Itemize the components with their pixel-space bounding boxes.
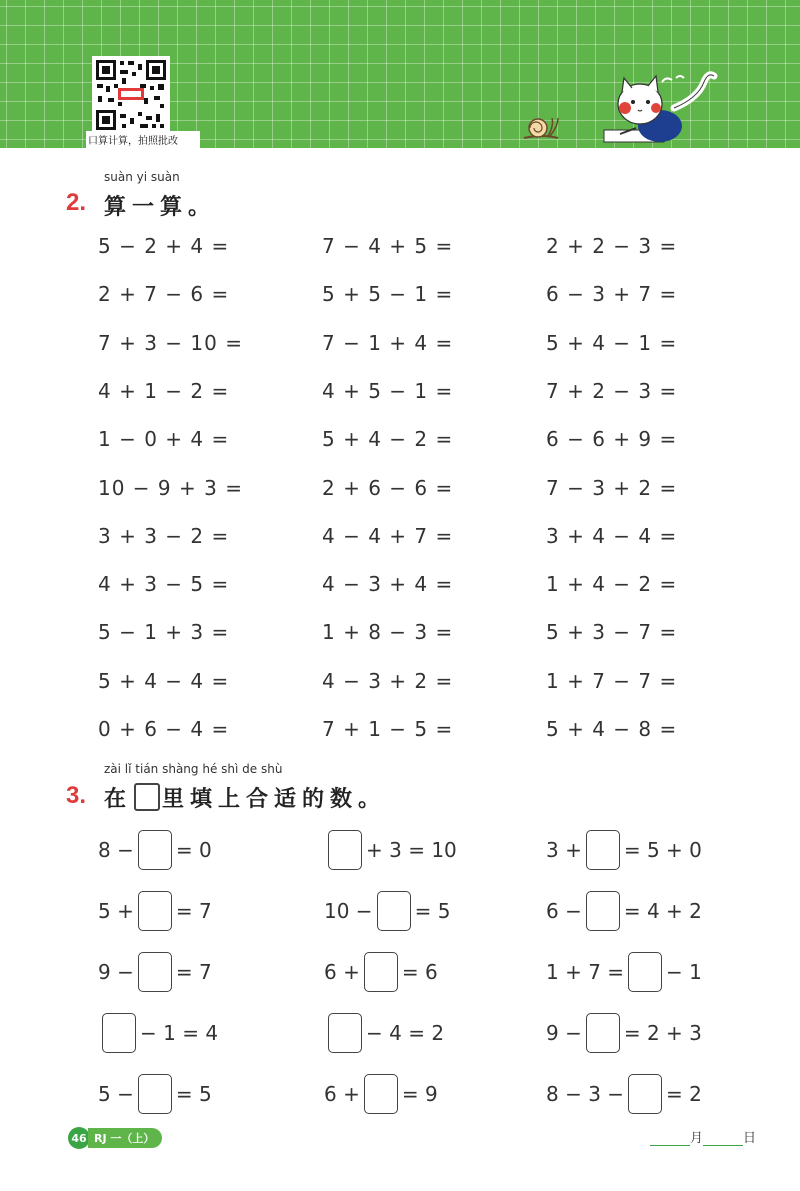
answer-box[interactable] [328, 830, 362, 870]
fill-prefix: 5 − [98, 1082, 134, 1106]
fill-prefix: 8 − 3 − [546, 1082, 625, 1106]
fill-prefix: 1 + 7 = [546, 960, 625, 984]
expression-r1-c1: 5 − 2 + 4 = [98, 234, 230, 258]
expression-r10-c3: 1 + 7 − 7 = [546, 668, 678, 693]
fill-item-r1-c3 [546, 830, 702, 870]
fill-item-r1-c2 [324, 830, 457, 870]
snail-icon [522, 112, 562, 140]
expression-r10-c1: 5 + 4 − 4 = [98, 668, 230, 693]
expression-r11-c3: 5 + 4 − 8 = [546, 717, 678, 741]
expression-r7-c3: 3 + 4 − 4 = [546, 523, 678, 548]
fill-suffix: − 1 [666, 960, 702, 984]
fill-suffix: = 5 [175, 1082, 212, 1106]
expression-r4-c1: 4 + 1 − 2 = [98, 378, 230, 403]
fill-item-r2-c2 [324, 891, 450, 931]
fill-prefix: 5 + [98, 899, 134, 923]
fill-suffix: = 7 [175, 899, 212, 923]
fill-prefix: 6 + [324, 1082, 360, 1106]
fill-suffix: − 1 = 4 [140, 1021, 219, 1045]
section2-number: 2. [66, 189, 87, 216]
fill-prefix: 6 + [324, 960, 360, 984]
expression-r6-c2: 2 + 6 − 6 = [322, 475, 454, 500]
expression-r11-c2: 7 + 1 − 5 = [322, 717, 454, 741]
fill-prefix: 8 − [98, 838, 134, 862]
expression-r7-c2: 4 − 4 + 7 = [322, 523, 454, 548]
fill-item-r2-c1 [98, 891, 212, 931]
section3-title [104, 782, 386, 813]
fill-prefix: 10 − [324, 899, 373, 923]
expression-r7-c1: 3 + 3 − 2 = [98, 523, 230, 548]
edition-label: RJ 一（上） [88, 1128, 162, 1148]
date-line [650, 1127, 756, 1146]
expression-r5-c3: 6 − 6 + 9 = [546, 427, 678, 452]
expression-r9-c2: 1 + 8 − 3 = [322, 620, 454, 645]
page-badge [68, 1128, 162, 1148]
fill-item-r4-c3 [546, 1013, 702, 1053]
qr-caption: 口算计算，拍照批改 [86, 131, 200, 148]
expression-r3-c3: 5 + 4 − 1 = [546, 330, 678, 355]
expression-r2-c2: 5 + 5 − 1 = [322, 282, 454, 307]
fill-item-r4-c1 [98, 1013, 218, 1053]
fill-suffix: = 2 + 3 [623, 1021, 702, 1045]
fill-suffix: = 9 [401, 1082, 438, 1106]
fill-prefix: 9 − [546, 1021, 582, 1045]
month-label: 月 [690, 1131, 704, 1146]
fill-suffix: = 0 [175, 838, 212, 862]
fill-prefix: 9 − [98, 960, 134, 984]
qr-code[interactable] [92, 56, 170, 134]
answer-box[interactable] [364, 1074, 398, 1114]
answer-box-icon [134, 783, 160, 811]
expression-r5-c1: 1 − 0 + 4 = [98, 427, 230, 452]
answer-box[interactable] [138, 952, 172, 992]
section3-pinyin: zài lǐ tián shàng hé shì de shù [104, 762, 283, 776]
answer-box[interactable] [586, 1013, 620, 1053]
expression-r8-c1: 4 + 3 − 5 = [98, 572, 230, 597]
day-label: 日 [743, 1131, 757, 1146]
answer-box[interactable] [364, 952, 398, 992]
expression-r9-c1: 5 − 1 + 3 = [98, 620, 230, 645]
answer-box[interactable] [586, 891, 620, 931]
section3-title-post: 里填上合适的数。 [162, 787, 387, 812]
expression-r4-c2: 4 + 5 − 1 = [322, 378, 454, 403]
fill-suffix: = 5 + 0 [623, 838, 702, 862]
expression-r1-c3: 2 + 2 − 3 = [546, 234, 678, 258]
answer-box[interactable] [138, 891, 172, 931]
fill-prefix: 3 + [546, 838, 582, 862]
answer-box[interactable] [586, 830, 620, 870]
section3-number: 3. [66, 782, 87, 809]
fill-item-r2-c3 [546, 891, 702, 931]
answer-box[interactable] [102, 1013, 136, 1053]
fill-item-r5-c1 [98, 1074, 212, 1114]
expression-r6-c1: 10 − 9 + 3 = [98, 475, 243, 500]
fill-item-r5-c3 [546, 1074, 702, 1114]
answer-box[interactable] [628, 1074, 662, 1114]
fill-suffix: = 4 + 2 [623, 899, 702, 923]
cat-illustration-icon [600, 68, 720, 148]
expression-r6-c3: 7 − 3 + 2 = [546, 475, 678, 500]
section2-pinyin: suàn yi suàn [104, 170, 180, 184]
expression-r10-c2: 4 − 3 + 2 = [322, 668, 454, 693]
fill-suffix: − 4 = 2 [366, 1021, 445, 1045]
expression-r1-c2: 7 − 4 + 5 = [322, 234, 454, 258]
answer-box[interactable] [377, 891, 411, 931]
answer-box[interactable] [138, 1074, 172, 1114]
expression-r8-c2: 4 − 3 + 4 = [322, 572, 454, 597]
section3-title-pre: 在 [104, 787, 133, 812]
expression-r5-c2: 5 + 4 − 2 = [322, 427, 454, 452]
fill-suffix: + 3 = 10 [366, 838, 457, 862]
fill-suffix: = 2 [666, 1082, 702, 1106]
fill-item-r5-c2 [324, 1074, 438, 1114]
day-blank[interactable] [703, 1131, 743, 1146]
fill-item-r3-c1 [98, 952, 212, 992]
expression-r3-c1: 7 + 3 − 10 = [98, 330, 243, 355]
fill-item-r3-c2 [324, 952, 438, 992]
expression-r11-c1: 0 + 6 − 4 = [98, 717, 230, 741]
fill-prefix: 6 − [546, 899, 582, 923]
fill-item-r3-c3 [546, 952, 702, 992]
fill-suffix: = 6 [401, 960, 438, 984]
expression-r8-c3: 1 + 4 − 2 = [546, 572, 678, 597]
fill-item-r4-c2 [324, 1013, 444, 1053]
expression-r2-c1: 2 + 7 − 6 = [98, 282, 230, 307]
answer-box[interactable] [628, 952, 662, 992]
fill-item-r1-c1 [98, 830, 212, 870]
expression-r9-c3: 5 + 3 − 7 = [546, 620, 678, 645]
fill-suffix: = 5 [414, 899, 451, 923]
expression-r2-c3: 6 − 3 + 7 = [546, 282, 678, 307]
fill-suffix: = 7 [175, 960, 212, 984]
page-number: 46 [68, 1127, 90, 1149]
header-banner [0, 0, 800, 148]
section2-title: 算一算。 [104, 195, 217, 220]
answer-box[interactable] [138, 830, 172, 870]
answer-box[interactable] [328, 1013, 362, 1053]
expression-r3-c2: 7 − 1 + 4 = [322, 330, 454, 355]
month-blank[interactable] [650, 1131, 690, 1146]
expression-r4-c3: 7 + 2 − 3 = [546, 378, 678, 403]
